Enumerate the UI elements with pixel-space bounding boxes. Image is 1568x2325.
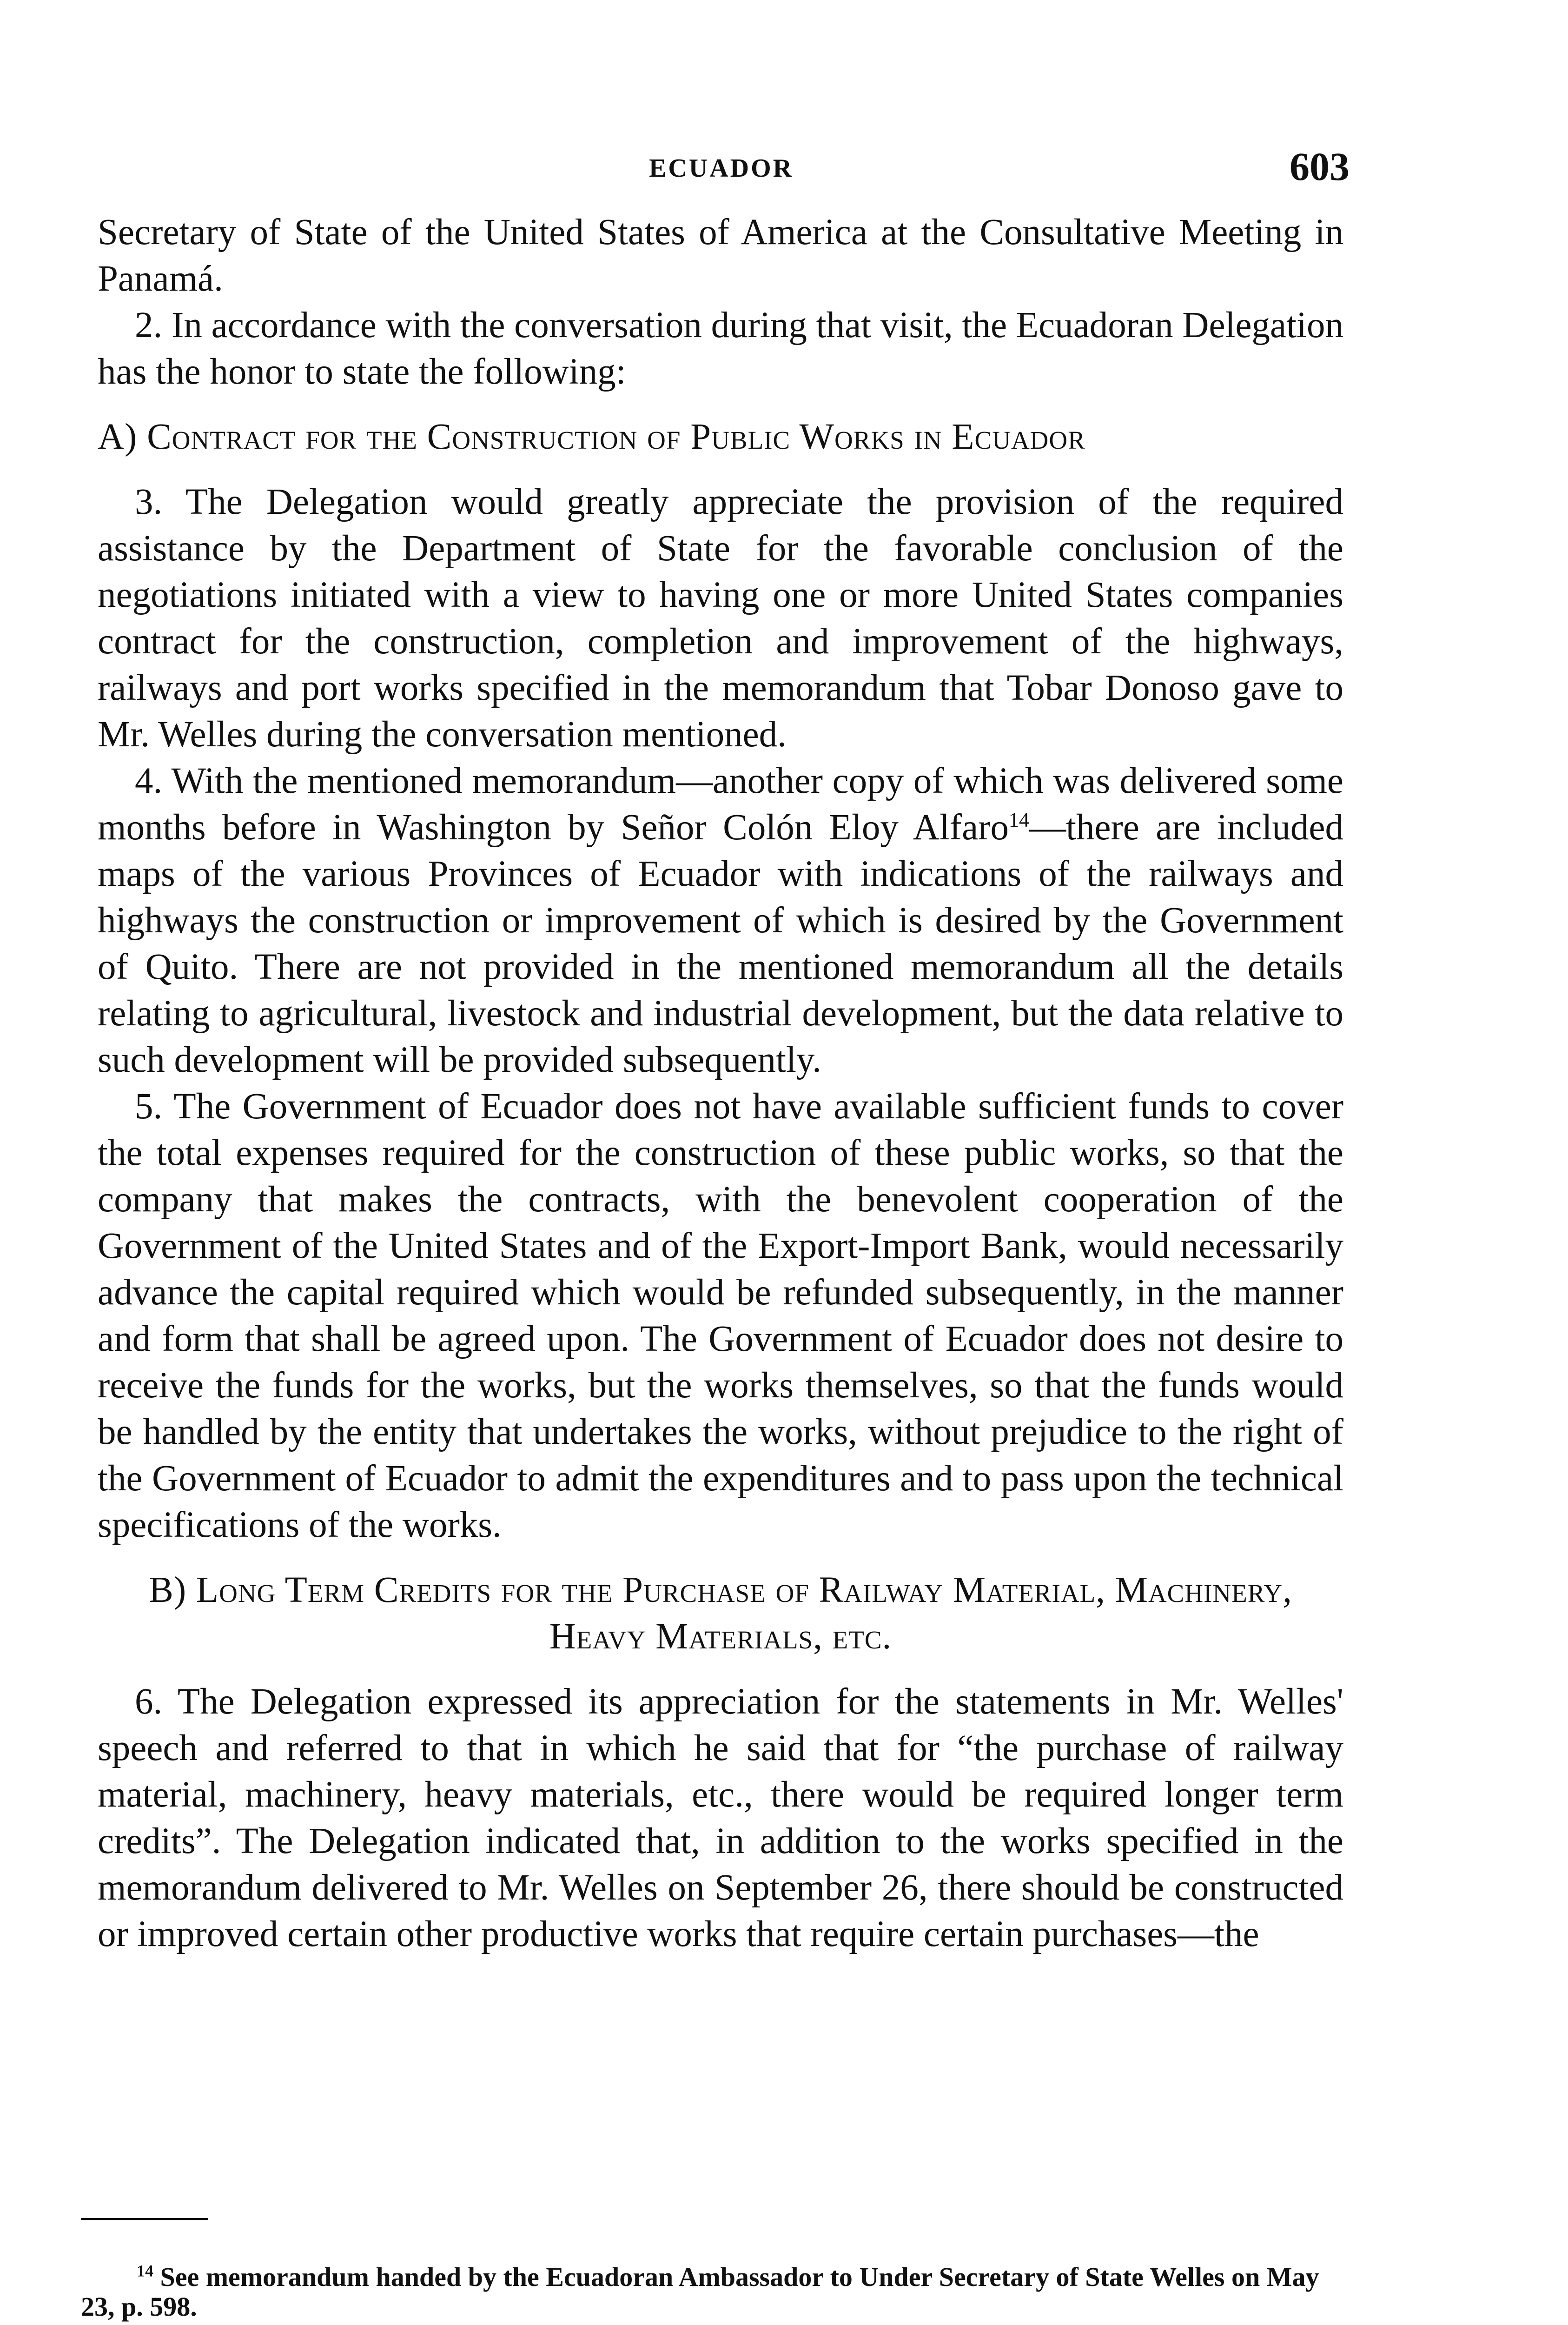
body-text [98,209,1343,1958]
running-head [0,144,1568,191]
page-number: 603 [1290,144,1350,189]
footnote-text: See memorandum handed by the Ecuadoran Ambassador to Under Secretary of State Welles on May 23, p. 598. [81,2262,1319,2322]
paragraph-4-text-end: —there are included maps of the various Provinces of Ecuador with indications of the railways and highways the construction or improvement of which is desired by the Government of Quito. There are not provided in the mentioned memorandum all the details relating to agricultural, livestock and industrial development, but the data relative to such development will be provided subsequently. [98,807,1343,1080]
running-title: ECUADOR [649,154,794,183]
paragraph-5: 5. The Government of Ecuador does not have available sufficient funds to cover the total expenses required for the construction of these public works, so that the company that makes the contracts, with the benevolent cooperation of the Government of the United States and of the Export-Import Bank, would necessarily advance the capital required which would be refunded subsequently, in the manner and form that shall be agreed upon. The Government of Ecuador does not desire to receive the funds for the works, but the works themselves, so that the funds would be handled by the entity that undertakes the works, without prejudice to the right of the Government of Ecuador to admit the expenditures and to pass upon the technical specifications of the works. [98,1086,1343,1545]
footnote [81,2262,1336,2322]
paragraph-4-text-start: 4. With the mentioned memorandum—another copy of which was delivered some months before in Washington by Señor Colón Eloy Alfaro [98,761,1343,848]
paragraph-2: 2. In accordance with the conversation during that visit, the Ecuadoran Delegation has the honor to state the following: [98,305,1343,392]
footnote-mark: 14 [137,2261,153,2280]
section-heading-a: A) Contract for the Construction of Public Works in Ecuador [98,417,1085,457]
footnote-reference: 14 [1008,808,1029,831]
paragraph-1: Secretary of State of the United States of America at the Consultative Meeting in Panamá. [98,212,1343,299]
section-heading-b: B) Long Term Credits for the Purchase of Railway Material, Machinery, Heavy Materials, etc. [149,1570,1292,1657]
footnote-divider [81,2218,208,2220]
paragraph-4 [98,758,1343,1083]
paragraph-6: 6. The Delegation expressed its appreciation for the statements in Mr. Welles' speech and referred to that in which he said that for “the purchase of railway material, machinery, heavy materials, etc., there would be required longer term credits”. The Delegation indicated that, in addition to the works specified in the memorandum delivered to Mr. Welles on September 26, there should be constructed or improved certain other productive works that require certain purchases—the [98,1681,1343,1954]
paragraph-3: 3. The Delegation would greatly appreciate the provision of the required assistance by the Department of State for the favorable conclusion of the negotiations initiated with a view to having one or more United States companies contract for the construction, completion and improvement of the highways, railways and port works specified in the memorandum that Tobar Donoso gave to Mr. Welles during the conversation mentioned. [98,482,1343,755]
